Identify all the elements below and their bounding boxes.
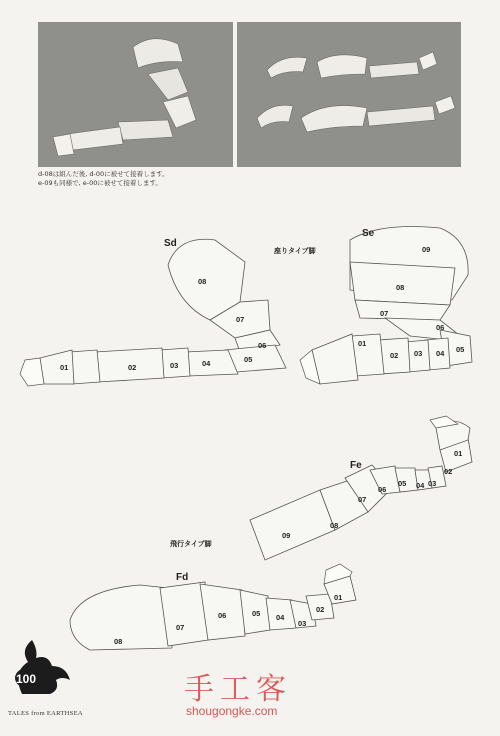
dragon-logo-icon <box>10 636 72 696</box>
watermark-text: 手工客 <box>184 672 292 707</box>
assembly-caption <box>38 170 169 188</box>
part-label-fe-08: 08 <box>330 521 339 530</box>
part-label-fe-06: 06 <box>378 485 387 494</box>
part-label-fd-02: 02 <box>316 605 325 614</box>
part-label-sd-07: 07 <box>236 315 245 324</box>
part-label-se-09: 09 <box>422 245 431 254</box>
part-label-fd-04: 04 <box>276 613 285 622</box>
part-label-se-05: 05 <box>456 345 465 354</box>
part-label-fd-07: 07 <box>176 623 185 632</box>
flying-type-label: 飛行タイプ脚 <box>170 541 212 548</box>
part-label-se-07: 07 <box>380 309 389 318</box>
part-label-fe-05: 05 <box>398 479 407 488</box>
part-label-fe-02: 02 <box>444 467 453 476</box>
part-label-fe-07: 07 <box>358 495 367 504</box>
brand-title: TALES from EARTHSEA <box>8 710 83 717</box>
part-label-se-04: 04 <box>436 349 445 358</box>
part-label-se-02: 02 <box>390 351 399 360</box>
part-label-sd-03: 03 <box>170 361 179 370</box>
part-label-fd-03: 03 <box>298 619 307 628</box>
part-label-fe-04: 04 <box>416 481 425 490</box>
part-label-fd-08: 08 <box>114 637 123 646</box>
part-label-fe-03: 03 <box>428 479 437 488</box>
part-label-fe-09: 09 <box>282 531 291 540</box>
caption-line-2: e-09も同様で, e-00に被せて接着します。 <box>38 179 162 187</box>
parts-diagram <box>0 190 500 660</box>
group-label-fd: Fd <box>176 572 189 583</box>
part-label-se-03: 03 <box>414 349 423 358</box>
photo-assembled-arm <box>38 22 233 167</box>
part-label-sd-06: 06 <box>258 341 267 350</box>
part-label-fd-05: 05 <box>252 609 261 618</box>
page-number: 100 <box>16 672 37 686</box>
watermark-url: shougongke.com <box>186 704 278 718</box>
seated-type-label: 座りタイプ脚 <box>274 248 316 255</box>
part-label-sd-01: 01 <box>60 363 69 372</box>
group-label-sd: Sd <box>164 238 177 249</box>
part-label-sd-05: 05 <box>244 355 253 364</box>
part-label-sd-08: 08 <box>198 277 207 286</box>
group-label-se: Se <box>362 228 375 239</box>
part-label-se-01: 01 <box>358 339 367 348</box>
caption-line-1: d-08は組んだ後, d-00に被せて接着します。 <box>38 170 169 178</box>
part-label-fe-01: 01 <box>454 449 463 458</box>
part-label-fd-01: 01 <box>334 593 343 602</box>
photo-flying-arm-parts <box>237 22 461 167</box>
part-label-se-06: 06 <box>436 323 445 332</box>
part-label-sd-04: 04 <box>202 359 211 368</box>
part-label-se-08: 08 <box>396 283 405 292</box>
part-label-fd-06: 06 <box>218 611 227 620</box>
part-label-sd-02: 02 <box>128 363 137 372</box>
group-label-fe: Fe <box>350 460 362 471</box>
